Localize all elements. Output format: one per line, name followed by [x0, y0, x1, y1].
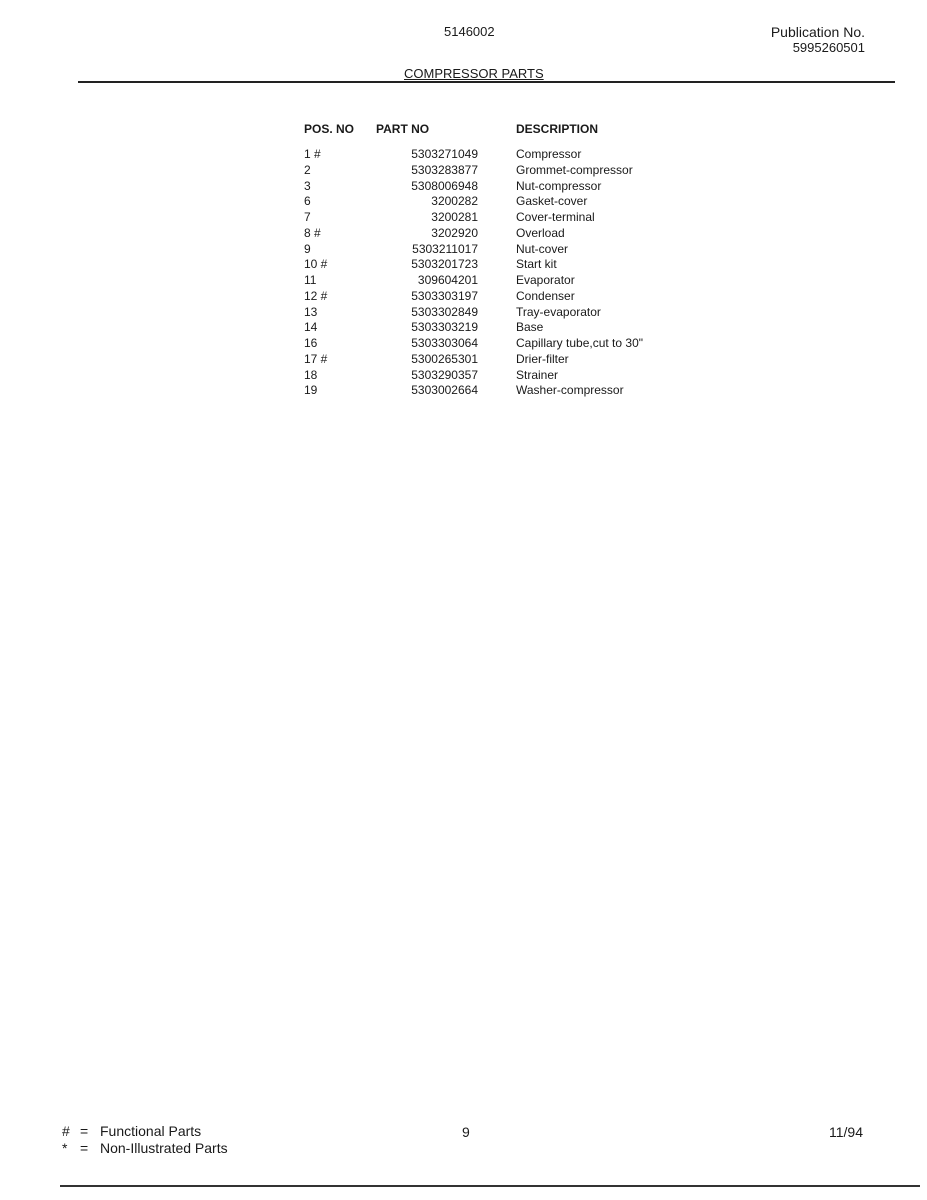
cell-pos: 17 #	[304, 351, 328, 366]
legend-symbol: #	[62, 1123, 70, 1139]
cell-description: Condenser	[516, 288, 575, 303]
table-row	[300, 336, 696, 352]
footer-rule	[60, 1185, 920, 1187]
table-row	[300, 383, 696, 399]
legend-item-non-illustrated	[62, 1140, 228, 1157]
cell-pos: 12 #	[304, 288, 328, 303]
table-header-row	[300, 122, 696, 147]
cell-pos: 10 #	[304, 257, 328, 272]
cell-description: Base	[516, 320, 544, 335]
cell-pos: 19	[304, 383, 318, 398]
cell-description: Nut-compressor	[516, 178, 602, 193]
legend-symbol: *	[62, 1140, 68, 1156]
cell-pos: 13	[304, 304, 318, 319]
cell-pos: 16	[304, 336, 318, 350]
cell-pos: 2	[304, 162, 311, 177]
cell-part-number: 5303211017	[412, 241, 478, 256]
cell-pos: 3	[304, 178, 311, 193]
cell-part-number: 3200281	[431, 210, 478, 224]
cell-pos: 7	[304, 210, 311, 224]
table-row	[300, 179, 696, 195]
cell-description: Cover-terminal	[516, 210, 595, 224]
page-number: 9	[462, 1124, 470, 1140]
cell-part-number: 3202920	[431, 225, 478, 240]
table-row	[300, 163, 696, 179]
legend-text: Functional Parts	[100, 1123, 202, 1139]
cell-pos: 11	[304, 273, 317, 287]
table-row	[300, 210, 696, 226]
cell-part-number: 5303303219	[411, 320, 478, 335]
legend-equals: =	[80, 1140, 89, 1156]
cell-pos: 14	[304, 320, 318, 335]
table-row	[300, 147, 696, 163]
table-row	[300, 352, 696, 368]
publication-number: 5995260501	[792, 40, 865, 55]
cell-description: Overload	[516, 225, 565, 240]
table-row	[300, 194, 696, 210]
cell-description: Evaporator	[516, 273, 575, 287]
cell-part-number: 5303283877	[411, 162, 478, 177]
cell-part-number: 5303271049	[411, 147, 478, 161]
publication-block	[771, 24, 865, 56]
table-row	[300, 242, 696, 258]
revision-date: 11/94	[829, 1124, 863, 1140]
cell-description: Strainer	[516, 367, 559, 382]
table-row	[300, 368, 696, 384]
publication-label: Publication No.	[770, 24, 865, 40]
table-row	[300, 305, 696, 321]
cell-pos: 6	[304, 194, 311, 209]
cell-part-number: 5303201723	[411, 257, 478, 272]
parts-table-body	[300, 147, 696, 399]
cell-description: Grommet-compressor	[516, 162, 633, 177]
cell-part-number: 5303302849	[411, 304, 478, 319]
table-row	[300, 273, 696, 289]
cell-part-number: 5303002664	[411, 383, 478, 398]
cell-part-number: 309604201	[417, 273, 478, 287]
cell-part-number: 3200282	[431, 194, 478, 209]
cell-part-number: 5300265301	[411, 351, 478, 366]
cell-part-number: 5308006948	[411, 178, 478, 193]
cell-part-number: 5303303064	[411, 336, 478, 350]
legend-text: Non-Illustrated Parts	[100, 1140, 228, 1156]
cell-pos: 1 #	[304, 147, 321, 161]
table-row	[300, 289, 696, 305]
cell-description: Gasket-cover	[516, 194, 588, 209]
legend-equals: =	[80, 1123, 89, 1139]
cell-part-number: 5303303197	[411, 288, 478, 303]
parts-table	[300, 122, 696, 399]
cell-description: Nut-cover	[516, 241, 569, 256]
cell-description: Compressor	[516, 147, 582, 161]
cell-pos: 8 #	[304, 225, 321, 240]
cell-description: Start kit	[516, 257, 557, 272]
cell-description: Tray-evaporator	[516, 304, 601, 319]
cell-part-number: 5303290357	[411, 367, 478, 382]
table-row	[300, 257, 696, 273]
header-rule	[78, 81, 895, 83]
table-row	[300, 226, 696, 242]
section-title: COMPRESSOR PARTS	[404, 66, 544, 81]
column-header-pos: POS. NO	[304, 122, 355, 136]
table-row	[300, 320, 696, 336]
cell-description: Washer-compressor	[516, 383, 624, 398]
cell-description: Capillary tube,cut to 30"	[516, 336, 643, 350]
cell-pos: 9	[304, 241, 311, 256]
legend-item-functional	[62, 1123, 228, 1140]
column-header-description: DESCRIPTION	[516, 122, 599, 136]
cell-description: Drier-filter	[516, 351, 569, 366]
column-header-part: PART NO	[376, 122, 430, 136]
cell-pos: 18	[304, 367, 318, 382]
legend	[62, 1123, 228, 1157]
model-number: 5146002	[444, 24, 495, 39]
